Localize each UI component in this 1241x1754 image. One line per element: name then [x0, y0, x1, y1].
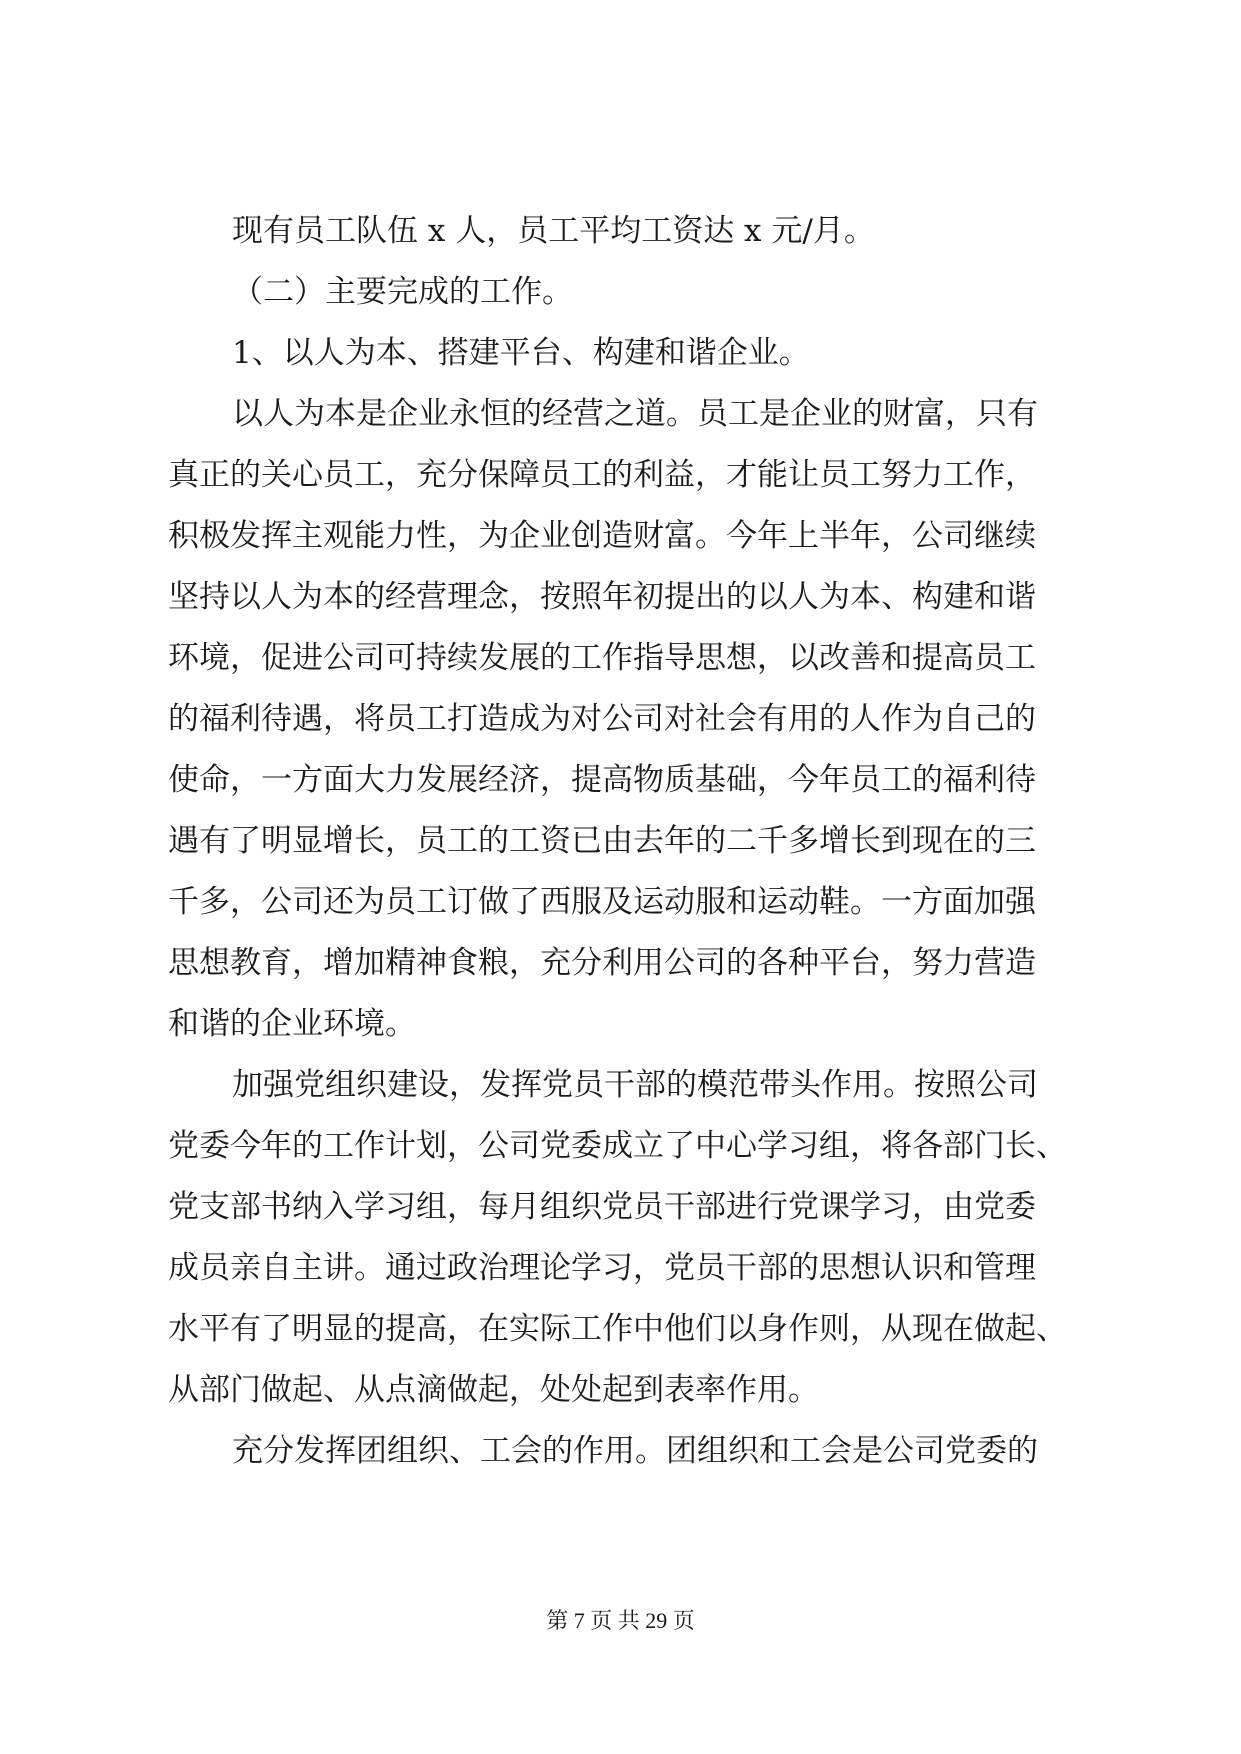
- text-line: 环境，促进公司可持续发展的工作指导思想，以改善和提高员工: [168, 640, 1036, 676]
- text-line: 的福利待遇，将员工打造成为对公司对社会有用的人作为自己的: [168, 701, 1036, 737]
- text-line: 从部门做起、从点滴做起，处处起到表率作用。: [168, 1372, 819, 1408]
- text-line: 千多，公司还为员工订做了西服及运动服和运动鞋。一方面加强: [168, 884, 1036, 920]
- text-line: 水平有了明显的提高，在实际工作中他们以身作则，从现在做起、: [168, 1311, 1067, 1347]
- text-line: 遇有了明显增长，员工的工资已由去年的二千多增长到现在的三: [168, 823, 1036, 859]
- text-line: 充分发挥团组织、工会的作用。团组织和工会是公司党委的: [232, 1433, 1038, 1469]
- text-line: 坚持以人为本的经营理念，按照年初提出的以人为本、构建和谐: [168, 579, 1036, 615]
- page-footer: 第 7 页 共 29 页: [546, 1608, 695, 1633]
- text-line: 党委今年的工作计划，公司党委成立了中心学习组，将各部门长、: [168, 1128, 1067, 1164]
- text-line: 现有员工队伍 x 人，员工平均工资达 x 元/月。: [232, 213, 875, 249]
- text-line: 成员亲自主讲。通过政治理论学习，党员干部的思想认识和管理: [168, 1250, 1036, 1286]
- text-line: 积极发挥主观能力性，为企业创造财富。今年上半年，公司继续: [168, 518, 1036, 554]
- text-line: 加强党组织建设，发挥党员干部的模范带头作用。按照公司: [232, 1067, 1038, 1103]
- subsection-heading: 1、以人为本、搭建平台、构建和谐企业。: [232, 335, 810, 371]
- section-heading: （二）主要完成的工作。: [232, 274, 573, 310]
- text-line: 真正的关心员工，充分保障员工的利益，才能让员工努力工作，: [168, 457, 1036, 493]
- text-line: 和谐的企业环境。: [168, 1006, 416, 1042]
- text-line: 党支部书纳入学习组，每月组织党员干部进行党课学习，由党委: [168, 1189, 1036, 1225]
- text-line: 以人为本是企业永恒的经营之道。员工是企业的财富，只有: [232, 396, 1038, 432]
- text-line: 使命，一方面大力发展经济，提高物质基础，今年员工的福利待: [168, 762, 1036, 798]
- text-line: 思想教育，增加精神食粮，充分利用公司的各种平台，努力营造: [168, 945, 1036, 981]
